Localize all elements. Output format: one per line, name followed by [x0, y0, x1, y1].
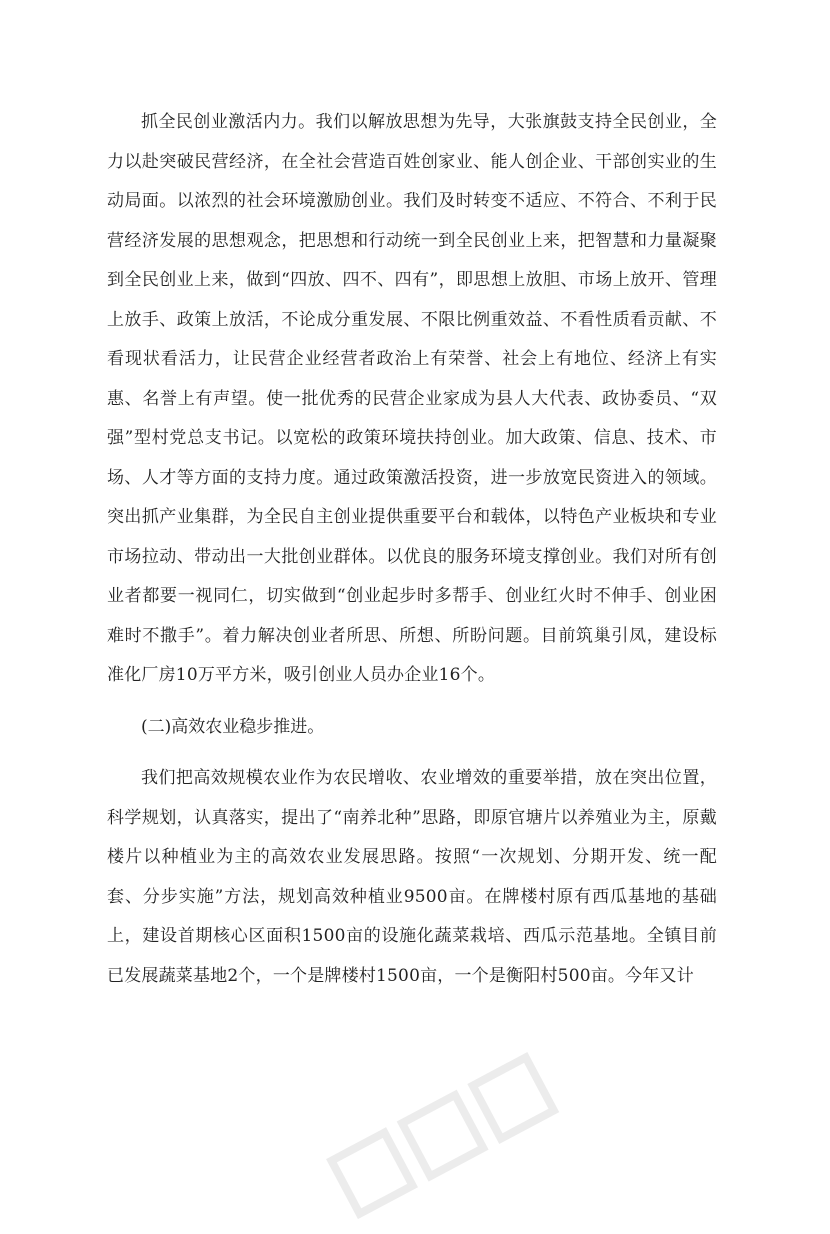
- paragraph-entrepreneurship: 抓全民创业激活内力。我们以解放思想为先导，大张旗鼓支持全民创业，全力以赴突破民营经济，在全社会营造百姓创家业、能人创企业、干部创实业的生动局面。以浓烈的社会环境激励创业。我们及时转变不适应、不符合、不利于民营经济发展的思想观念，把思想和行动统一到全民创业上来，把智慧和力量凝聚到全民创业上来，做到“四放、四不、四有”，即思想上放胆、市场上放开、管理上放手、政策上放活，不论成分重发展、不限比例重效益、不看性质看贡献、不看现状看活力，让民营企业经营者政治上有荣誉、社会上有地位、经济上有实惠、名誉上有声望。使一批优秀的民营企业家成为县人大代表、政协委员、“双强”型村党总支书记。以宽松的政策环境扶持创业。加大政策、信息、技术、市场、人才等方面的支持力度。通过政策激活投资，进一步放宽民资进入的领域。突出抓产业集群，为全民自主创业提供重要平台和载体，以特色产业板块和专业市场拉动、带动出一大批创业群体。以优良的服务环境支撑创业。我们对所有创业者都要一视同仁，切实做到“创业起步时多帮手、创业红火时不伸手、创业困难时不撒手”。着力解决创业者所思、所想、所盼问题。目前筑巢引凤，建设标准化厂房10万平方米，吸引创业人员办企业16个。: [107, 112, 717, 685]
- section-heading: (二)高效农业稳步推进。: [141, 716, 325, 737]
- document-body: [107, 103, 717, 1008]
- paragraph-agriculture: 我们把高效规模农业作为农民增收、农业增效的重要举措，放在突出位置，科学规划，认真落实，提出了“南养北种”思路，即原官塘片以养殖业为主，原戴楼片以种植业为主的高效农业发展思路。按照“一次规划、分期开发、统一配套、分步实施”方法，规划高效种植业9500亩。在牌楼村原有西瓜基地的基础上，建设首期核心区面积1500亩的设施化蔬菜栽培、西瓜示范基地。全镇目前已发展蔬菜基地2个，一个是牌楼村1500亩，一个是衡阳村500亩。今年又计: [107, 768, 717, 986]
- watermark-icon: [322, 1046, 567, 1233]
